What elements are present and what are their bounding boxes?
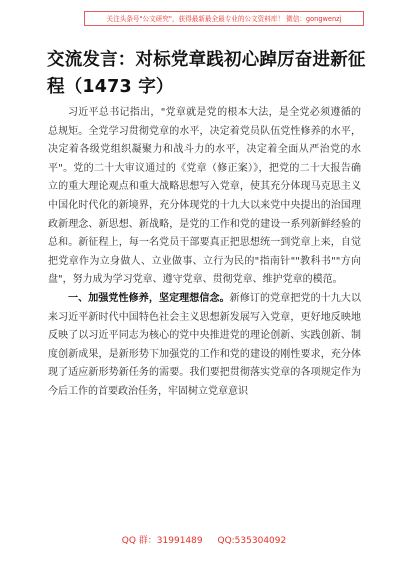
section-1-text: 新修订的党章把党的十九大以来习近平新时代中国特色社会主义思想新发展写入党章，更好地反映地反映了以习近平同志为核心的党中央推进党的理论创新、实践创新、制度创新成果，是新形势下加强党的工作和党的建设的刚性要求，充分体现了适应新形势新任务的需要。我们要把贯彻落实党章的各项规定作为今后工作的首要政治任务，牢固树立党章意识 bbox=[48, 292, 362, 397]
footer-qq-group: QQ 群：31991489 bbox=[121, 536, 203, 546]
paragraph-section-1 bbox=[48, 290, 361, 402]
section-1-heading: 一、加强党性修养，坚定理想信念。 bbox=[68, 292, 230, 304]
paragraph-intro: 习近平总书记指出，"党章就是党的根本大法，是全党必须遵循的总规矩。全党学习贯彻党章的水平，决定着党员队伍党性修养的水平，决定着各级党组织凝聚力和战斗力的水平，决定着全面从严治党的水平"。党的二十大审议通过的《党章（修正案）》，把党的二十大报告确立的重大理论观点和重大战略思想写入党章，使其充分体现马克思主义中国化时代化的新境界，充分体现党的十九大以来党中央提出的治国理政新理念、新思想、新战略，是党的工作和党的建设一系列新鲜经验的总和。新征程上，每一名党员干部要真正把思想统一到党章上来，自觉把党章作为立身做人、立业做事、立行为民的"指南针""教科书""方向盘"，努力成为学习党章、遵守党章、贯彻党章、维护党章的模范。 bbox=[48, 107, 361, 286]
document-title: 交流发言：对标党章践初心踔厉奋进新征程（1473 字） bbox=[47, 50, 366, 97]
footer-contact bbox=[0, 532, 408, 550]
footer-qq-number: QQ:535304092 bbox=[217, 536, 287, 546]
header-banner: 关注头条号"公文研究"，获得最新最全最专业的公文资料库！ 微信：gongwenzj bbox=[84, 11, 364, 26]
document-body bbox=[48, 104, 361, 402]
